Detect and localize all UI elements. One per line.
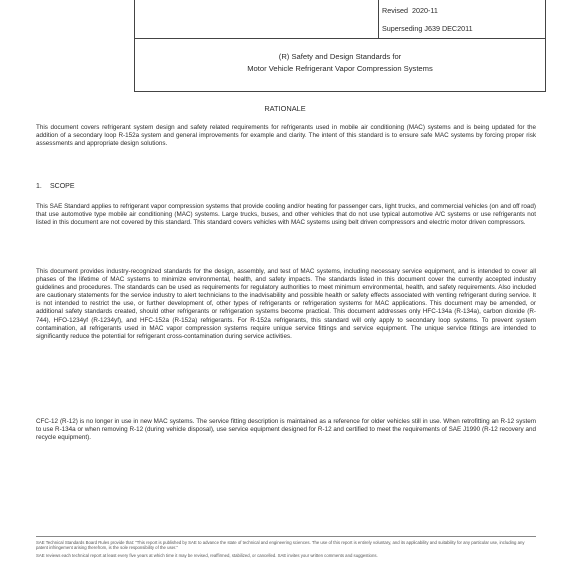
header-divider-horizontal [134, 38, 546, 39]
scope-paragraph-1: This SAE Standard applies to refrigerant vapor compression systems that provide cooling and/or heating for passenger cars, light trucks, and commercial vehicles (on and off road) that use automotive type mobile air conditioning (MAC) systems. Large trucks, buses, and other vehicles that do not use typical automotive A/C systems or use refrigerants not listed in this document are not covered by this standard. This standard covers vehicles with MAC systems using belt driven compressors and electric motor driven compressors. [36, 203, 536, 227]
revised-date: 2020-11 [412, 6, 438, 15]
section-number: 1. [36, 183, 42, 190]
superseding-note: Superseding J639 DEC2011 [382, 24, 473, 33]
footer-divider [36, 536, 536, 537]
scope-paragraph-2: This document provides industry-recognized standards for the design, assembly, and test of MAC systems, including necessary service equipment, and is intended to cover all phases of the lifetime of MAC systems to minimize environmental, health, and safety impacts. The standards listed in this document cover the currently accepted industry guidelines and procedures. The standards can be used as requirements for regulatory authorities to meet minimum environmental, health, and safety requirements. Also included are cautionary statements for the service industry to alert technicians to the inadvisability and possible health or safety effects associated with venting refrigerant during service. It is not intended to restrict the use, or further development of, other types of refrigerants or refrigeration systems for MAC applications. This document may be amended, or additional safety standards created, should other refrigerants or refrigeration systems become practical. This document addresses only HFC-134a (R-134a), carbon dioxide (R-744), HFO-1234yf (R-1234yf), and HFC-152a (R-152a) refrigerants. For R-152a refrigerants, this standard will only apply to secondary loop systems. To prevent system contamination, all refrigerants used in MAC vapor compression systems require unique service fittings and service equipment. The unique service fittings are intended to significantly reduce the potential for refrigerant cross-contamination during service activities. [36, 268, 536, 340]
document-title-line2: Motor Vehicle Refrigerant Vapor Compression Systems [247, 64, 433, 73]
rationale-heading: RATIONALE [264, 104, 306, 113]
revised-label: Revised [382, 6, 408, 15]
footer-note-1: SAE Technical Standards Board Rules provide that: "This report is published by SAE to advance the state of technical and engineering sciences. The use of this report is entirely voluntary, and its applicability and suitability for any particular use, including any patent infringement arising therefrom, is the sole responsibility of the user." [36, 540, 525, 551]
header-divider-vertical-2 [378, 0, 379, 38]
header-divider-vertical [134, 0, 135, 38]
document-title-line1: (R) Safety and Design Standards for [278, 52, 402, 61]
section-heading: SCOPE [50, 183, 75, 190]
header-box [134, 0, 546, 92]
scope-paragraph-3: CFC-12 (R-12) is no longer in use in new MAC systems. The service fitting description is maintained as a reference for older vehicles still in use. When retrofitting an R-12 system to use R-134a or when removing R-12 (during vehicle disposal), use service equipment designed for R-12 and certified to meet the requirements of SAE J1990 (R-12 recovery and recycle equipment). [36, 418, 536, 442]
rationale-text: This document covers refrigerant system design and safety related requirements for refrigerants used in mobile air conditioning (MAC) systems and is being updated for the addition of a secondary loop R-152a system and general improvements for example and clarity. The intent of this standard is to ensure safe MAC systems by forcing proper risk assessments and appropriate design solutions. [36, 124, 536, 148]
footer-note-2: SAE reviews each technical report at least every five years at which time it may be revised, reaffirmed, stabilized, or cancelled. SAE invites your written comments and suggestions. [36, 553, 378, 558]
